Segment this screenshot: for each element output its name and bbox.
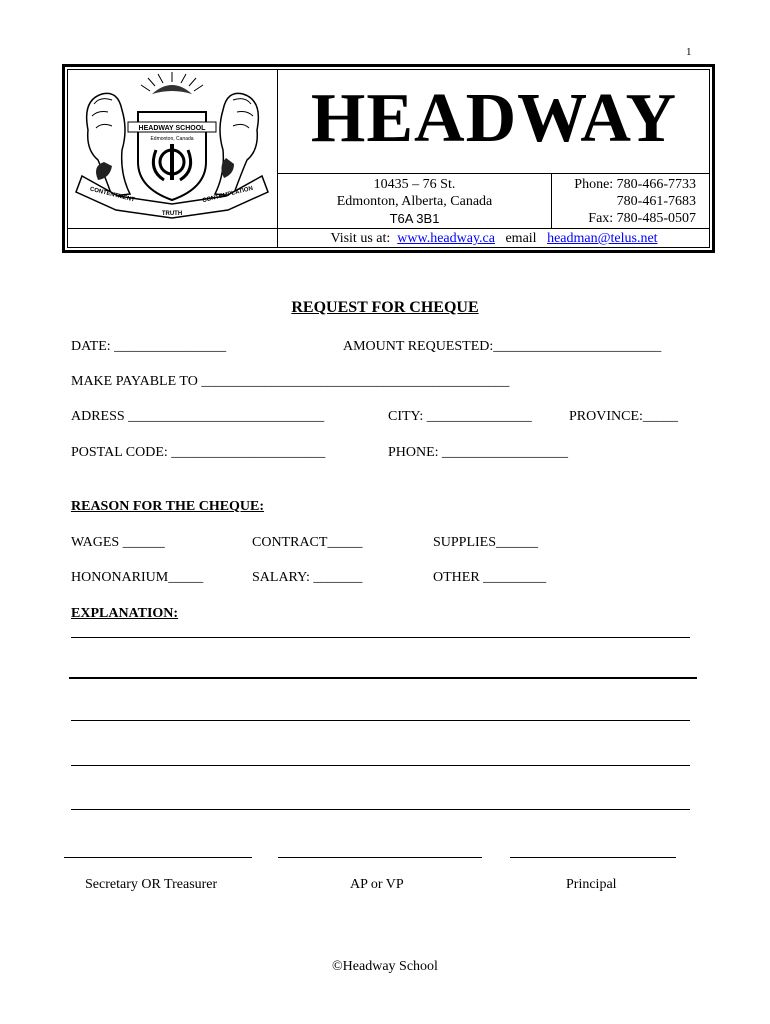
fax-number: Fax: 780-485-0507	[588, 211, 696, 226]
amount-requested-field[interactable]: AMOUNT REQUESTED:________________________	[343, 339, 662, 354]
address-postal: T6A 3B1	[389, 211, 440, 226]
date-field[interactable]: DATE: ________________	[71, 339, 227, 354]
signature-line-secretary[interactable]	[64, 857, 252, 858]
logo-banner-text: HEADWAY SCHOOL	[138, 125, 206, 132]
school-crest-logo	[68, 70, 277, 228]
phone-field[interactable]: PHONE: __________________	[388, 445, 569, 460]
contract-option[interactable]: CONTRACT_____	[252, 535, 363, 550]
salary-option[interactable]: SALARY: _______	[252, 570, 363, 585]
explanation-heading: EXPLANATION:	[71, 606, 179, 621]
explanation-line[interactable]	[71, 720, 690, 721]
signature-label-ap-vp: AP or VP	[350, 877, 404, 892]
logo-ribbon-left: CONTENTMENT	[89, 186, 136, 204]
form-title: REQUEST FOR CHEQUE	[291, 299, 479, 316]
address-field[interactable]: ADRESS ____________________________	[71, 409, 325, 424]
honorarium-option[interactable]: HONONARIUM_____	[71, 570, 204, 585]
province-field[interactable]: PROVINCE:_____	[569, 409, 678, 424]
wages-option[interactable]: WAGES ______	[71, 535, 165, 550]
page-number: 1	[686, 46, 692, 58]
logo-ribbon-bottom: TRUTH	[161, 211, 183, 217]
email-link[interactable]: headman@telus.net	[547, 231, 658, 246]
postal-code-field[interactable]: POSTAL CODE: ______________________	[71, 445, 326, 460]
payable-to-field[interactable]: MAKE PAYABLE TO ____________________________________________	[71, 374, 510, 389]
signature-label-principal: Principal	[566, 877, 617, 892]
visit-label: Visit us at:	[330, 231, 391, 246]
header-divider	[67, 228, 710, 229]
explanation-line[interactable]	[69, 677, 697, 679]
school-name: HEADWAY	[310, 80, 678, 157]
visit-line	[278, 231, 710, 247]
other-option[interactable]: OTHER _________	[433, 570, 547, 585]
address-street: 10435 – 76 St.	[373, 177, 456, 192]
signature-label-secretary: Secretary OR Treasurer	[85, 877, 218, 892]
explanation-line[interactable]	[71, 809, 690, 810]
signature-line-ap-vp[interactable]	[278, 857, 482, 858]
reason-heading: REASON FOR THE CHEQUE:	[71, 499, 265, 514]
school-address	[278, 176, 551, 227]
city-field[interactable]: CITY: _______________	[388, 409, 532, 424]
copyright-footer: ©Headway School	[332, 959, 438, 974]
explanation-line[interactable]	[71, 637, 690, 638]
address-city: Edmonton, Alberta, Canada	[336, 194, 493, 209]
email-label: email	[505, 231, 537, 246]
school-contact-numbers	[552, 176, 696, 227]
phone-secondary: 780-461-7683	[616, 194, 696, 209]
phone-primary: Phone: 780-466-7733	[574, 177, 696, 192]
logo-ribbon-right: CONTEMPLATION	[201, 185, 254, 205]
website-link[interactable]: www.headway.ca	[397, 231, 495, 246]
header-divider	[277, 173, 710, 174]
logo-banner-sub: Edmonton, Canada	[150, 136, 194, 142]
explanation-line[interactable]	[71, 765, 690, 766]
signature-line-principal[interactable]	[510, 857, 676, 858]
supplies-option[interactable]: SUPPLIES______	[433, 535, 539, 550]
